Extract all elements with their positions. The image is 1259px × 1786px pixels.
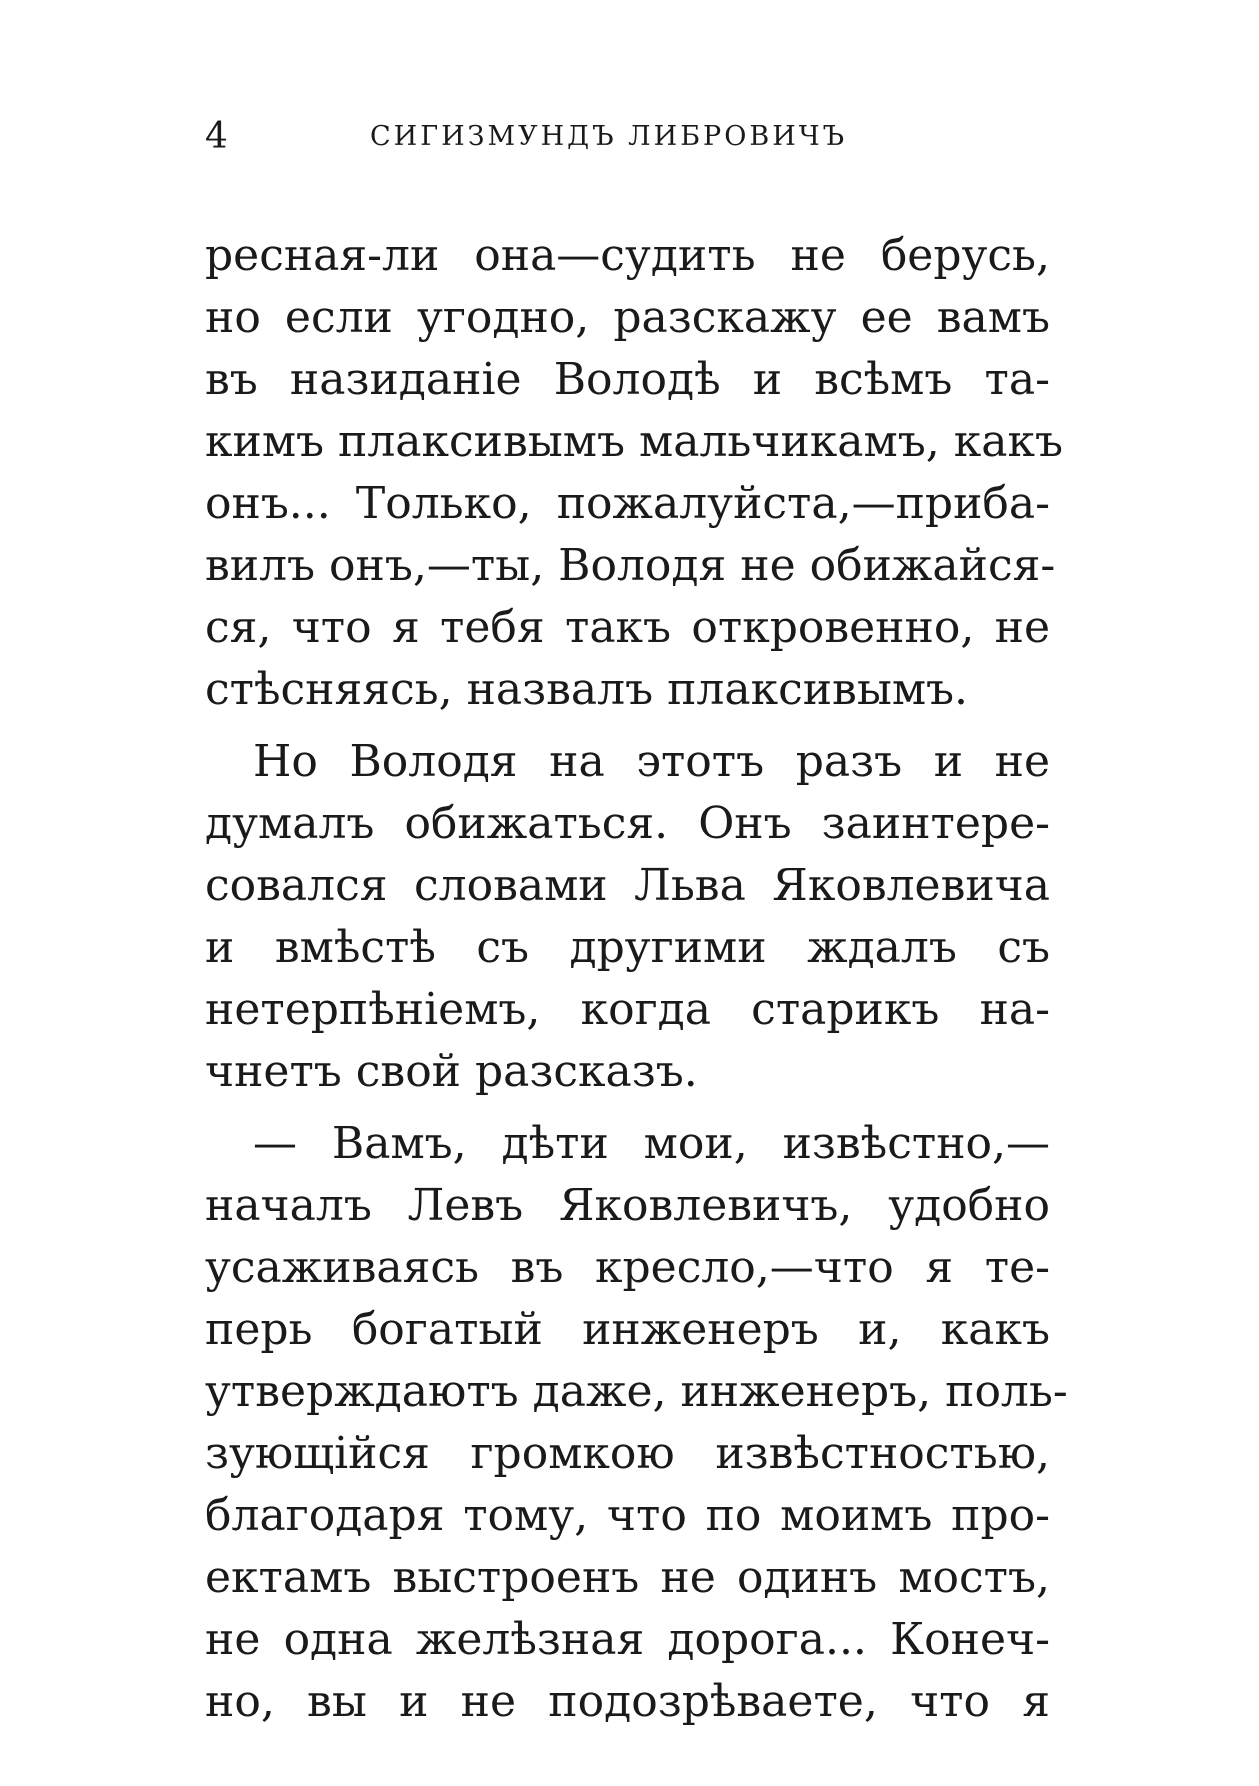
text-line: ся, что я тебя такъ откровенно, не [205, 602, 1050, 653]
text-line: — Вамъ, дѣти мои, извѣстно,— [253, 1118, 1050, 1169]
text-line: совался словами Льва Яковлевича [205, 860, 1050, 911]
text-line: усаживаясь въ кресло,—что я те- [205, 1242, 1050, 1293]
running-title: СИГИЗМУНДЪ ЛИБРОВИЧЪ [370, 121, 848, 152]
text-line: утверждаютъ даже, инженеръ, поль- [205, 1366, 1068, 1417]
text-line: началъ Левъ Яковлевичъ, удобно [205, 1180, 1050, 1231]
text-line: въ назиданіе Володѣ и всѣмъ та- [205, 354, 1050, 405]
text-line: ресная-ли она—судить не берусь, [205, 230, 1050, 281]
text-line: зующійся громкою извѣстностью, [205, 1428, 1050, 1479]
text-line: вилъ онъ,—ты, Володя не обижайся- [205, 540, 1056, 591]
paragraph-1 [205, 225, 1063, 721]
text-line: и вмѣстѣ съ другими ждалъ съ [205, 922, 1050, 973]
text-line: чнетъ свой разсказъ. [205, 1046, 698, 1097]
text-line: но если угодно, разскажу ее вамъ [205, 292, 1050, 343]
text-line: нетерпѣніемъ, когда старикъ на- [205, 984, 1050, 1035]
text-line: думалъ обижаться. Онъ заинтере- [205, 798, 1050, 849]
paragraph-2 [205, 731, 1050, 1103]
text-line: ектамъ выстроенъ не одинъ мостъ, [205, 1552, 1050, 1603]
text-line: Но Володя на этотъ разъ и не [253, 736, 1050, 787]
text-line: стѣсняясь, назвалъ плаксивымъ. [205, 664, 969, 715]
page-number: 4 [205, 116, 228, 157]
page-header [205, 112, 1055, 162]
text-line: онъ... Только, пожалуйста,—приба- [205, 478, 1050, 529]
text-line: но, вы и не подозрѣваете, что я [205, 1676, 1050, 1727]
text-line: перь богатый инженеръ и, какъ [205, 1304, 1050, 1355]
body-text [205, 225, 1068, 1733]
paragraph-3 [205, 1113, 1068, 1733]
text-line: кимъ плаксивымъ мальчикамъ, какъ [205, 416, 1063, 467]
text-line: благодаря тому, что по моимъ про- [205, 1490, 1050, 1541]
text-line: не одна желѣзная дорога... Конеч- [205, 1614, 1050, 1665]
